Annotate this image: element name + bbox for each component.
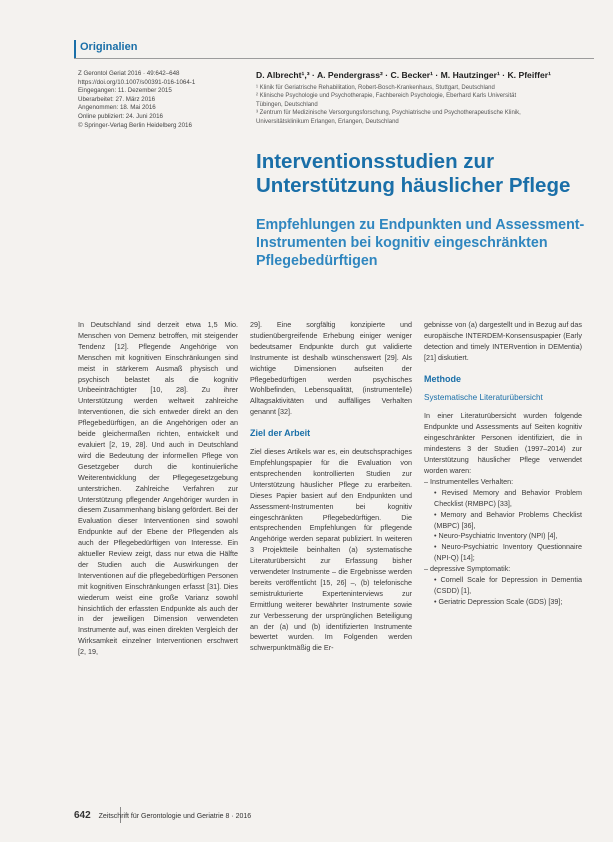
header-rule xyxy=(74,58,594,59)
meta-line: Z Gerontol Geriat 2016 · 49:642–648 xyxy=(78,70,180,77)
affiliation: Tübingen, Deutschland xyxy=(256,101,318,108)
affiliation: ¹ Klinik für Geriatrische Rehabilitation, Robert-Bosch-Krankenhaus, Stuttgart, Deutschland xyxy=(256,85,495,91)
section-label: Originalien xyxy=(80,41,138,53)
meta-line: Online publiziert: 24. Juni 2016 xyxy=(78,112,163,120)
meta-line: Überarbeitet: 27. März 2016 xyxy=(78,95,156,103)
paragraph: In einer Literaturübersicht wurden folgende Endpunkte und Assessments auf Seiten kognitiv eingeschränkter Personen identifiziert, die in mindestens 3 der Studien (1997–2014) zur Unterstützung häuslicher Pflege verwendet worden waren: xyxy=(424,411,582,475)
list-subitem: • Memory and Behavior Problems Checklist (MBPC) [36], xyxy=(434,509,582,530)
paragraph: Ziel dieses Artikels war es, ein deutschsprachiges Empfehlungspapier für die Evaluation von entsprechenden kontrollierten Studien zur Unterstützung häuslicher Pflege zu erarbeiten. Dieses Papier basiert auf den Endpunkten und Assessment-Instrumenten bei kognitiv eingeschränkten Pflegebedürftigen. Die entsprechenden Empfehlungen für pflegende Angehörige werden separat publiziert. In weiteren 3 Projektteile beinhalten (a) systematische Literaturübersicht zur Erfassung bisher verwendeter Instrumente – die Ergebnisse werden bereits veröffentlicht [15, 26] –, (b) telefonische semistrukturierte Experteninterviews zur Ermittlung weiterer bewährter Instrumente sowie zur Verbesserung der ursprünglichen Beteiligung an der (a) und (b) identifizierten Instrumente bewertet wurden. Im Folgenden werden schwerpunktmäßig die Er- xyxy=(250,447,412,653)
affiliation: ² Klinische Psychologie und Psychotherapie, Fachbereich Psychologie, Eberhard Karls Universität xyxy=(256,93,517,100)
page-number: 642 xyxy=(74,810,91,821)
section-heading: Ziel der Arbeit xyxy=(250,428,311,439)
paragraph: gebnisse von (a) dargestellt und in Bezug auf das europäische INTERDEM-Konsensuspapier (Early detection and timely INTERvention in DEMentia) [21] diskutiert. xyxy=(424,320,582,362)
body-column-1 xyxy=(78,320,238,658)
article-meta xyxy=(78,70,248,130)
meta-line: Angenommen: 18. Mai 2016 xyxy=(78,104,156,112)
body-column-2 xyxy=(250,320,412,654)
list-subitem: • Cornell Scale for Depression in Dementia (CSDD) [1], xyxy=(434,575,582,595)
affiliation: Universitätsklinikum Erlangen, Erlangen, Deutschland xyxy=(256,118,399,125)
authors: D. Albrecht¹,³ · A. Pendergrass² · C. Becker¹ · M. Hautzinger¹ · K. Pfeiffer¹ xyxy=(256,70,551,80)
meta-line: © Springer-Verlag Berlin Heidelberg 2016 xyxy=(78,121,192,129)
paragraph: In Deutschland sind derzeit etwa 1,5 Mio. Menschen von Demenz betroffen, mit steigender Tendenz [12]. Pflegende Angehörige von Menschen mit kognitiven Einschränkungen sind meist in stärkerem Ausmaß physisch und psychisch belastet als die kognitiv Unbeeinträchtigter [10, 28]. Zu ihrer Unterstützung werden weltweit zahlreiche Interventionen, die sich entweder direkt an den Pflegebedürftigen, an die Angehörigen oder an beide gleichermaßen richten, entwickelt und evaluiert [2, 19, 28]. Und auch in Deutschland wird die Bedeutung der informellen Pflege von Gesetzgeber durch die kontinuierliche Weiterentwicklung der Pflegegesetzgebung unterstrichen. Zahlreiche Verfahren zur Unterstützung pflegender Angehöriger wurden in diesem Zusammenhang bislang gefördert. Bei der Evaluation dieser Interventionen sind sowohl Endpunkte auf der Ebene der Pflegenden als auch der Pflegebedürftigen von Interesse. Ein aktueller Review zeigt, dass nur etwa die Hälfte der Studien auch die Auswirkungen der Interventionen auf die pflegebedürftigen Personen mit kognitiven Einschränkungen erfasst [31]. Dies wiederum weist eine große Varianz sowohl hinsichtlich der erfassten Endpunkte als auch der in der jeweiligen Dimension verwendeten Instrumente auf, was einen direkten Vergleich der Wirksamkeit einzelner Interventionen erschwert [2, 19, xyxy=(78,320,238,657)
article-title: Interventionsstudien zur Unterstützung häuslicher Pflege xyxy=(256,150,571,197)
subsection-heading: Systematische Literaturübersicht xyxy=(424,392,543,402)
list-item: – depressive Symptomatik: xyxy=(424,564,511,574)
meta-doi[interactable]: https://doi.org/10.1007/s00391-016-1064-1 xyxy=(78,78,196,86)
list-subitem: • Geriatric Depression Scale (GDS) [39]; xyxy=(434,596,563,606)
article-subtitle: Empfehlungen zu Endpunkten und Assessment-Instrumenten bei kognitiv eingeschränkten Pflegebedürftigen xyxy=(256,217,585,269)
affiliation: ³ Zentrum für Medizinische Versorgungsforschung, Psychiatrische und Psychotherapeutische Klinik, xyxy=(256,110,521,117)
section-marker xyxy=(74,40,76,58)
meta-line: Eingegangen: 11. Dezember 2015 xyxy=(78,87,172,95)
page-footer xyxy=(74,810,251,821)
journal-name: Zeitschrift für Gerontologie und Geriatrie 8 · 2016 xyxy=(98,813,252,820)
paragraph: 29]. Eine sorgfältig konzipierte und studienübergreifende Erhebung einiger weniger bedeutsamer Endpunkte durch gut validierte Instrumente ist deshalb wünschenswert [29]. Als wichtige Dimensionen aufseiten der Pflegebedürftigen werden psychisches Wohlbefinden, Lebensqualität, (instrumentelle) Alltagsaktivitäten und auffälliges Verhalten genannt [32]. xyxy=(250,320,412,417)
section-heading: Methode xyxy=(424,373,461,384)
list-subitem: • Neuro-Psychiatric Inventory (NPI) [4], xyxy=(434,531,558,541)
affiliations xyxy=(256,84,596,126)
list-item: – Instrumentelles Verhalten: xyxy=(424,476,514,486)
body-column-3 xyxy=(424,320,582,608)
list-subitem: • Neuro-Psychiatric Inventory Questionnaire (NPI-Q) [14]; xyxy=(434,542,582,563)
list xyxy=(424,477,582,608)
list-subitem: • Revised Memory and Behavior Problem Checklist (RMBPC) [33], xyxy=(434,487,582,508)
